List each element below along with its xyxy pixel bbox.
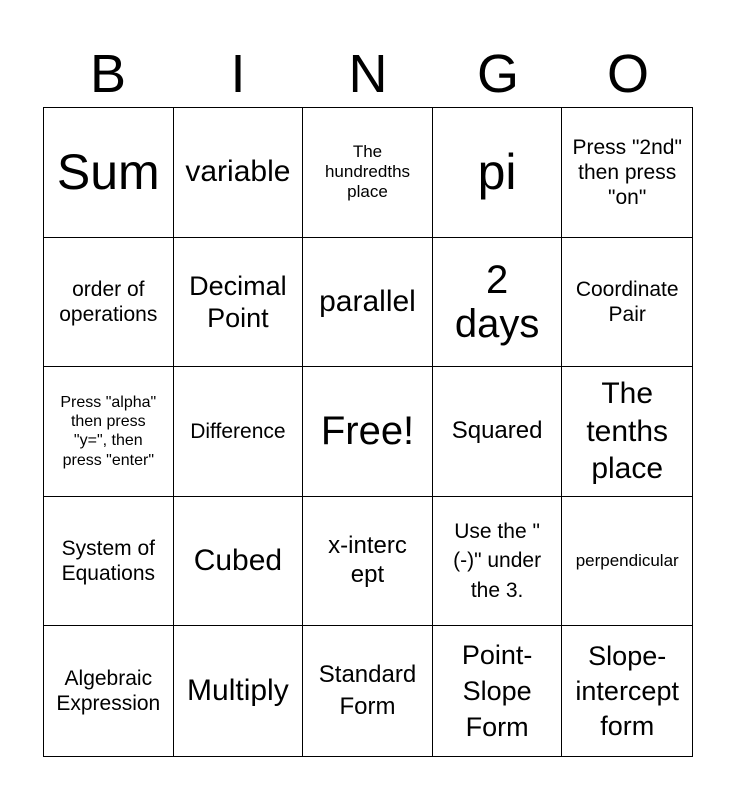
- bingo-cell[interactable]: [562, 108, 692, 238]
- cell-text: Cubed: [193, 544, 283, 578]
- bingo-cell[interactable]: [303, 626, 433, 756]
- cell-text: Standard Form: [318, 660, 417, 721]
- bingo-cell[interactable]: [562, 626, 692, 756]
- bingo-cell[interactable]: [562, 238, 692, 368]
- cell-text: perpendicular: [575, 550, 679, 570]
- bingo-cell[interactable]: [562, 497, 692, 627]
- bingo-cell[interactable]: [433, 238, 563, 368]
- free-space-label: Free!: [320, 409, 415, 454]
- header-letter-i: I: [230, 44, 246, 104]
- header-letter-o: O: [606, 44, 649, 104]
- cell-text: Use the "(-)" under the 3.: [453, 520, 542, 602]
- bingo-cell[interactable]: [174, 108, 304, 238]
- bingo-cell[interactable]: [44, 497, 174, 627]
- bingo-cell[interactable]: [303, 367, 433, 497]
- cell-text: Difference: [190, 419, 286, 443]
- cell-text: Decimal Point: [189, 270, 287, 333]
- bingo-cell[interactable]: [433, 626, 563, 756]
- header-letter-b: B: [89, 44, 127, 104]
- cell-text: 2 days: [454, 257, 540, 346]
- cell-text: Point-Slope Form: [461, 639, 533, 743]
- cell-text: Multiply: [187, 674, 289, 708]
- cell-text: Sum: [56, 143, 160, 200]
- cell-text: System of Equations: [61, 536, 155, 586]
- bingo-cell[interactable]: [562, 367, 692, 497]
- cell-text: The hundredths place: [324, 141, 411, 202]
- header-letter-g: G: [476, 44, 519, 104]
- bingo-cell[interactable]: [44, 626, 174, 756]
- bingo-cell[interactable]: [303, 238, 433, 368]
- cell-text: x-intercept: [328, 532, 407, 589]
- cell-text: Coordinate Pair: [575, 277, 679, 326]
- bingo-cell[interactable]: [174, 626, 304, 756]
- cell-text: Slope-intercept form: [575, 640, 679, 741]
- bingo-cell[interactable]: [433, 367, 563, 497]
- cell-text: Press "alpha" then press "y=", then press "enter": [60, 394, 157, 469]
- cell-text: Algebraic Expression: [56, 667, 161, 716]
- bingo-cell[interactable]: [174, 238, 304, 368]
- bingo-cell[interactable]: [174, 497, 304, 627]
- bingo-cell[interactable]: [174, 367, 304, 497]
- bingo-cell[interactable]: [44, 108, 174, 238]
- cell-text: Squared: [451, 417, 543, 445]
- bingo-cell[interactable]: [44, 238, 174, 368]
- cell-text: variable: [185, 155, 291, 189]
- cell-text: The tenths place: [586, 377, 669, 486]
- cell-text: Press "2nd" then press "on": [572, 135, 682, 209]
- bingo-header: [43, 40, 693, 108]
- bingo-cell[interactable]: [433, 497, 563, 627]
- bingo-board: [43, 107, 693, 757]
- cell-text: order of operations: [59, 277, 158, 326]
- bingo-cell[interactable]: [433, 108, 563, 238]
- cell-text: parallel: [319, 284, 416, 318]
- cell-text: pi: [477, 143, 517, 200]
- bingo-cell[interactable]: [44, 367, 174, 497]
- bingo-cell[interactable]: [303, 108, 433, 238]
- header-letter-n: N: [348, 44, 388, 104]
- bingo-cell[interactable]: [303, 497, 433, 627]
